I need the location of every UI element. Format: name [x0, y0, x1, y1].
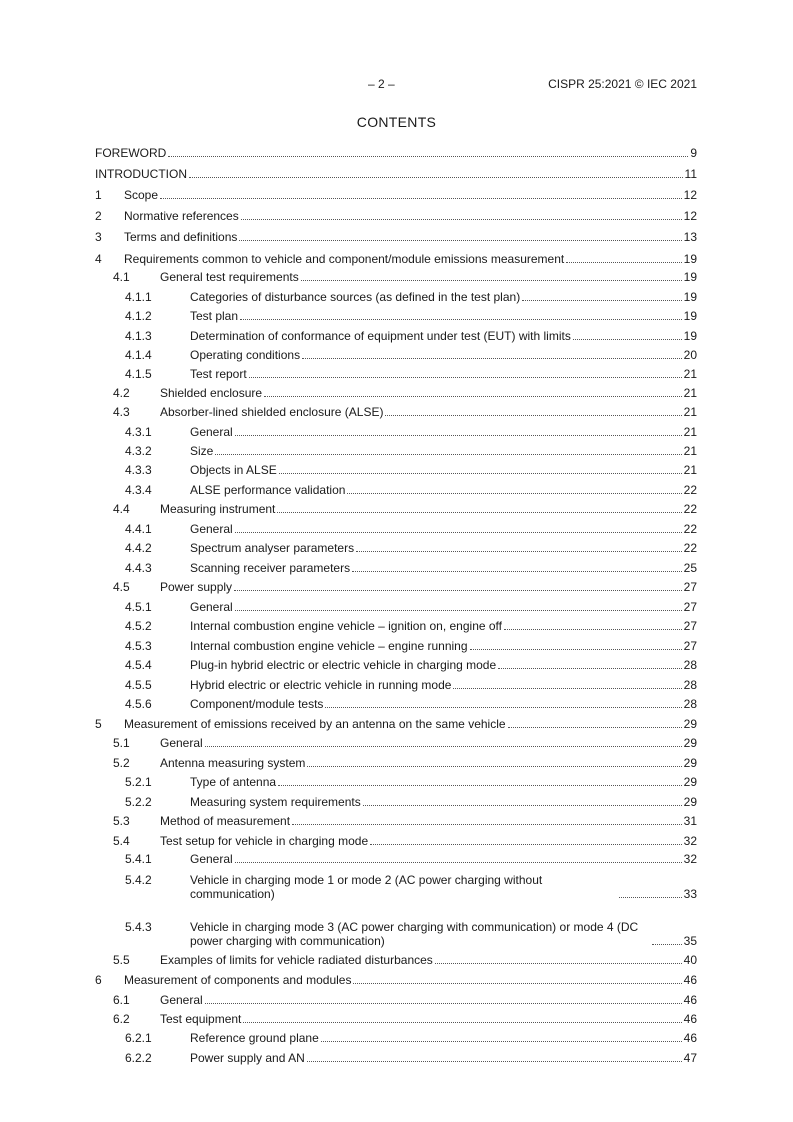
toc-entry-page: 27 [683, 619, 697, 633]
toc-leader-dots [347, 493, 681, 494]
toc-leader-dots [189, 177, 683, 178]
toc-entry[interactable] [95, 814, 697, 828]
toc-entry-page: 33 [683, 887, 697, 901]
toc-leader-dots [325, 707, 681, 708]
toc-leader-dots [307, 1061, 682, 1062]
toc-entry-title: Measurement of emissions received by an antenna on the same vehicle [124, 717, 506, 731]
toc-entry-title: Antenna measuring system [160, 756, 306, 770]
toc-entry[interactable] [95, 973, 697, 987]
toc-entry-title: Vehicle in charging mode 1 or mode 2 (AC power charging without communication) [190, 873, 543, 901]
toc-entry-number: 4.5.5 [125, 678, 152, 692]
toc-entry-page: 22 [683, 522, 697, 536]
toc-leader-dots [321, 1041, 682, 1042]
toc-leader-dots [522, 300, 681, 301]
toc-entry-title: Normative references [124, 209, 239, 223]
toc-entry-title: Absorber-lined shielded enclosure (ALSE) [160, 405, 384, 419]
toc-entry-title: Component/module tests [190, 697, 324, 711]
toc-entry[interactable] [95, 270, 697, 284]
toc-entry-title: General [190, 522, 233, 536]
toc-entry-title: Categories of disturbance sources (as defined in the test plan) [190, 290, 521, 304]
toc-leader-dots [652, 944, 682, 945]
toc-entry-title: Examples of limits for vehicle radiated disturbances [160, 953, 433, 967]
toc-leader-dots [508, 727, 682, 728]
toc-entry[interactable] [95, 580, 697, 594]
toc-entry-title: General [190, 600, 233, 614]
toc-entry-page: 35 [683, 934, 697, 948]
toc-entry-title: Test setup for vehicle in charging mode [160, 834, 369, 848]
toc-entry-page: 22 [683, 502, 697, 516]
toc-entry[interactable] [95, 522, 697, 536]
toc-entry[interactable] [95, 697, 697, 711]
toc-entry[interactable] [95, 678, 697, 692]
toc-leader-dots [205, 1003, 682, 1004]
toc-entry-number: 5 [95, 717, 102, 731]
toc-entry-page: 9 [690, 146, 697, 160]
toc-entry-title: Scanning receiver parameters [190, 561, 351, 575]
toc-entry-page: 21 [683, 367, 697, 381]
toc-leader-dots [235, 862, 682, 863]
toc-entry[interactable] [95, 736, 697, 750]
toc-entry-number: 5.3 [113, 814, 130, 828]
toc-entry-number: 4.5.6 [125, 697, 152, 711]
toc-entry-number: 5.2 [113, 756, 130, 770]
toc-entry[interactable] [95, 167, 697, 181]
toc-entry-page: 12 [683, 188, 697, 202]
toc-entry-number: 1 [95, 188, 102, 202]
toc-entry[interactable] [95, 425, 697, 439]
toc-entry-title: Hybrid electric or electric vehicle in running mode [190, 678, 452, 692]
standard-reference: CISPR 25:2021 © IEC 2021 [548, 77, 697, 91]
toc-entry-number: 3 [95, 230, 102, 244]
toc-entry-number: 4.1.3 [125, 329, 152, 343]
toc-leader-dots [302, 358, 682, 359]
toc-entry-page: 29 [683, 756, 697, 770]
toc-entry-title: Spectrum analyser parameters [190, 541, 355, 555]
toc-leader-dots [239, 240, 681, 241]
toc-entry-title: General [190, 425, 233, 439]
toc-entry-number: 4.3.4 [125, 483, 152, 497]
toc-entry-page: 19 [683, 252, 697, 266]
toc-entry-title: Measuring system requirements [190, 795, 361, 809]
toc-entry-page: 27 [683, 639, 697, 653]
toc-entry-title: General [160, 736, 203, 750]
toc-entry[interactable] [95, 146, 697, 160]
toc-entry-number: 4.3.1 [125, 425, 152, 439]
toc-entry[interactable] [95, 188, 697, 202]
toc-entry-number: 4.5.3 [125, 639, 152, 653]
toc-entry-page: 19 [683, 309, 697, 323]
toc-entry[interactable] [95, 463, 697, 477]
toc-leader-dots [241, 219, 682, 220]
toc-entry-page: 22 [683, 483, 697, 497]
toc-leader-dots [240, 319, 682, 320]
toc-entry[interactable] [95, 717, 697, 731]
toc-entry-page: 21 [683, 425, 697, 439]
toc-entry-page: 20 [683, 348, 697, 362]
toc-entry-title: Size [190, 444, 214, 458]
toc-entry-page: 46 [683, 993, 697, 1007]
toc-entry-page: 31 [683, 814, 697, 828]
toc-entry-title: Test plan [190, 309, 239, 323]
toc-leader-dots [278, 785, 682, 786]
toc-entry-number: 4.3.2 [125, 444, 152, 458]
toc-entry[interactable] [95, 775, 697, 789]
toc-entry-number: 6.2.2 [125, 1051, 152, 1065]
toc-entry-page: 28 [683, 697, 697, 711]
toc-entry-title: Shielded enclosure [160, 386, 263, 400]
toc-entry-title: Internal combustion engine vehicle – ignition on, engine off [190, 619, 502, 633]
toc-entry-page: 29 [683, 736, 697, 750]
toc-entry[interactable] [95, 619, 697, 633]
toc-entry[interactable] [95, 658, 697, 672]
toc-entry-page: 22 [683, 541, 697, 555]
toc-entry[interactable] [95, 1031, 697, 1045]
toc-entry-number: 5.4.3 [125, 920, 152, 934]
toc-leader-dots [277, 512, 681, 513]
toc-entry-title: General [190, 852, 233, 866]
toc-entry-title: Operating conditions [190, 348, 301, 362]
toc-leader-dots [504, 629, 682, 630]
toc-entry[interactable] [95, 1012, 697, 1026]
toc-entry-title: Measurement of components and modules [124, 973, 352, 987]
toc-entry-number: 4.1.2 [125, 309, 152, 323]
toc-leader-dots [279, 473, 682, 474]
toc-entry-number: 4.5.1 [125, 600, 152, 614]
toc-entry-page: 27 [683, 580, 697, 594]
toc-leader-dots [205, 746, 682, 747]
toc-entry-number: 4 [95, 252, 102, 266]
toc-entry-number: 4.2 [113, 386, 130, 400]
toc-entry-title: General [160, 993, 203, 1007]
toc-entry-page: 29 [683, 717, 697, 731]
toc-leader-dots [353, 983, 681, 984]
toc-entry-number: 6 [95, 973, 102, 987]
toc-entry-page: 19 [683, 290, 697, 304]
toc-entry-page: 29 [683, 775, 697, 789]
toc-entry[interactable] [95, 209, 697, 223]
toc-entry[interactable] [95, 795, 697, 809]
toc-entry-title: ALSE performance validation [190, 483, 346, 497]
toc-entry-page: 47 [683, 1051, 697, 1065]
toc-entry-title: Power supply and AN [190, 1051, 305, 1065]
toc-leader-dots [307, 766, 681, 767]
toc-entry[interactable] [95, 600, 697, 614]
toc-entry[interactable] [95, 920, 697, 948]
toc-leader-dots [234, 590, 682, 591]
toc-entry[interactable] [95, 834, 697, 848]
toc-leader-dots [573, 339, 682, 340]
toc-entry-title: INTRODUCTION [95, 167, 187, 181]
toc-entry[interactable] [95, 444, 697, 458]
toc-entry[interactable] [95, 639, 697, 653]
toc-leader-dots [160, 198, 682, 199]
toc-entry-number: 4.1.1 [125, 290, 152, 304]
toc-entry-page: 46 [683, 1012, 697, 1026]
toc-entry-page: 13 [683, 230, 697, 244]
toc-leader-dots [292, 824, 682, 825]
toc-entry-number: 6.2 [113, 1012, 130, 1026]
toc-entry-title: Test equipment [160, 1012, 242, 1026]
toc-entry-number: 5.1 [113, 736, 130, 750]
toc-leader-dots [235, 532, 682, 533]
toc-entry-page: 46 [683, 1031, 697, 1045]
toc-leader-dots [385, 415, 681, 416]
toc-entry-title: Internal combustion engine vehicle – engine running [190, 639, 468, 653]
toc-entry-page: 19 [683, 270, 697, 284]
toc-entry-title: General test requirements [160, 270, 299, 284]
toc-entry[interactable] [95, 230, 697, 244]
toc-entry-title: Plug-in hybrid electric or electric vehicle in charging mode [190, 658, 497, 672]
toc-entry-number: 4.5 [113, 580, 130, 594]
toc-leader-dots [356, 551, 682, 552]
toc-entry-page: 25 [683, 561, 697, 575]
toc-leader-dots [249, 377, 682, 378]
toc-entry[interactable] [95, 386, 697, 400]
toc-entry[interactable] [95, 290, 697, 304]
toc-leader-dots [215, 454, 681, 455]
toc-entry-page: 40 [683, 953, 697, 967]
toc-entry-title: Type of antenna [190, 775, 277, 789]
toc-entry-number: 6.1 [113, 993, 130, 1007]
page-title: CONTENTS [356, 114, 437, 130]
toc-entry[interactable] [95, 252, 697, 266]
toc-entry-number: 4.4.1 [125, 522, 152, 536]
toc-entry-title: Test report [190, 367, 247, 381]
toc-entry-number: 5.4.2 [125, 873, 152, 887]
toc-entry-number: 5.4 [113, 834, 130, 848]
toc-entry-title: Terms and definitions [124, 230, 238, 244]
toc-leader-dots [264, 396, 682, 397]
toc-entry-number: 4.1.5 [125, 367, 152, 381]
toc-leader-dots [363, 805, 682, 806]
toc-leader-dots [435, 963, 682, 964]
toc-entry[interactable] [95, 561, 697, 575]
toc-entry-page: 12 [683, 209, 697, 223]
toc-entry-title: Method of measurement [160, 814, 291, 828]
toc-entry-number: 4.3 [113, 405, 130, 419]
toc-entry-page: 21 [683, 405, 697, 419]
toc-leader-dots [235, 610, 682, 611]
page-number: – 2 – [368, 77, 395, 91]
toc-entry-number: 4.1.4 [125, 348, 152, 362]
toc-entry-title: Vehicle in charging mode 3 (AC power charging with communication) or mode 4 (DC power charging with communication) [190, 920, 639, 948]
toc-entry-page: 46 [683, 973, 697, 987]
toc-entry-number: 4.1 [113, 270, 130, 284]
table-of-contents [95, 146, 697, 1065]
toc-entry-page: 27 [683, 600, 697, 614]
toc-entry[interactable] [95, 405, 697, 419]
toc-entry-page: 32 [683, 834, 697, 848]
toc-entry[interactable] [95, 873, 697, 901]
toc-entry-title: Measuring instrument [160, 502, 276, 516]
toc-entry[interactable] [95, 329, 697, 343]
toc-leader-dots [566, 262, 681, 263]
toc-leader-dots [498, 668, 682, 669]
toc-leader-dots [352, 571, 682, 572]
toc-entry-number: 4.5.4 [125, 658, 152, 672]
toc-entry-number: 4.4.2 [125, 541, 152, 555]
toc-entry-number: 4.5.2 [125, 619, 152, 633]
toc-entry[interactable] [95, 367, 697, 381]
toc-entry-number: 5.4.1 [125, 852, 152, 866]
toc-entry-page: 29 [683, 795, 697, 809]
toc-entry-page: 28 [683, 678, 697, 692]
toc-entry[interactable] [95, 502, 697, 516]
toc-entry[interactable] [95, 541, 697, 555]
toc-entry-title: Scope [124, 188, 159, 202]
toc-entry-page: 21 [683, 444, 697, 458]
toc-entry-page: 32 [683, 852, 697, 866]
toc-leader-dots [168, 156, 688, 157]
toc-leader-dots [370, 844, 682, 845]
toc-entry-number: 4.4 [113, 502, 130, 516]
toc-entry-page: 21 [683, 463, 697, 477]
toc-entry-number: 5.2.2 [125, 795, 152, 809]
toc-entry-title: Power supply [160, 580, 233, 594]
toc-entry-title: Requirements common to vehicle and component/module emissions measurement [124, 252, 565, 266]
toc-entry[interactable] [95, 852, 697, 866]
toc-entry-page: 19 [683, 329, 697, 343]
toc-entry-title: FOREWORD [95, 146, 167, 160]
toc-leader-dots [235, 435, 682, 436]
toc-entry-number: 5.2.1 [125, 775, 152, 789]
toc-entry[interactable] [95, 1051, 697, 1065]
toc-entry[interactable] [95, 483, 697, 497]
toc-entry-number: 5.5 [113, 953, 130, 967]
toc-entry[interactable] [95, 309, 697, 323]
toc-entry-title: Reference ground plane [190, 1031, 319, 1045]
toc-entry-number: 6.2.1 [125, 1031, 152, 1045]
toc-entry[interactable] [95, 348, 697, 362]
toc-entry-page: 11 [684, 167, 697, 181]
toc-entry-page: 21 [683, 386, 697, 400]
toc-leader-dots [243, 1022, 681, 1023]
toc-leader-dots [619, 897, 682, 898]
toc-entry-title: Determination of conformance of equipment under test (EUT) with limits [190, 329, 571, 343]
toc-entry[interactable] [95, 756, 697, 770]
toc-leader-dots [470, 649, 682, 650]
toc-entry[interactable] [95, 953, 697, 967]
toc-leader-dots [301, 280, 682, 281]
toc-entry-title: Objects in ALSE [190, 463, 277, 477]
toc-entry-number: 2 [95, 209, 102, 223]
toc-entry-number: 4.3.3 [125, 463, 152, 477]
toc-leader-dots [453, 688, 681, 689]
toc-entry-number: 4.4.3 [125, 561, 152, 575]
toc-entry-page: 28 [683, 658, 697, 672]
toc-entry[interactable] [95, 993, 697, 1007]
